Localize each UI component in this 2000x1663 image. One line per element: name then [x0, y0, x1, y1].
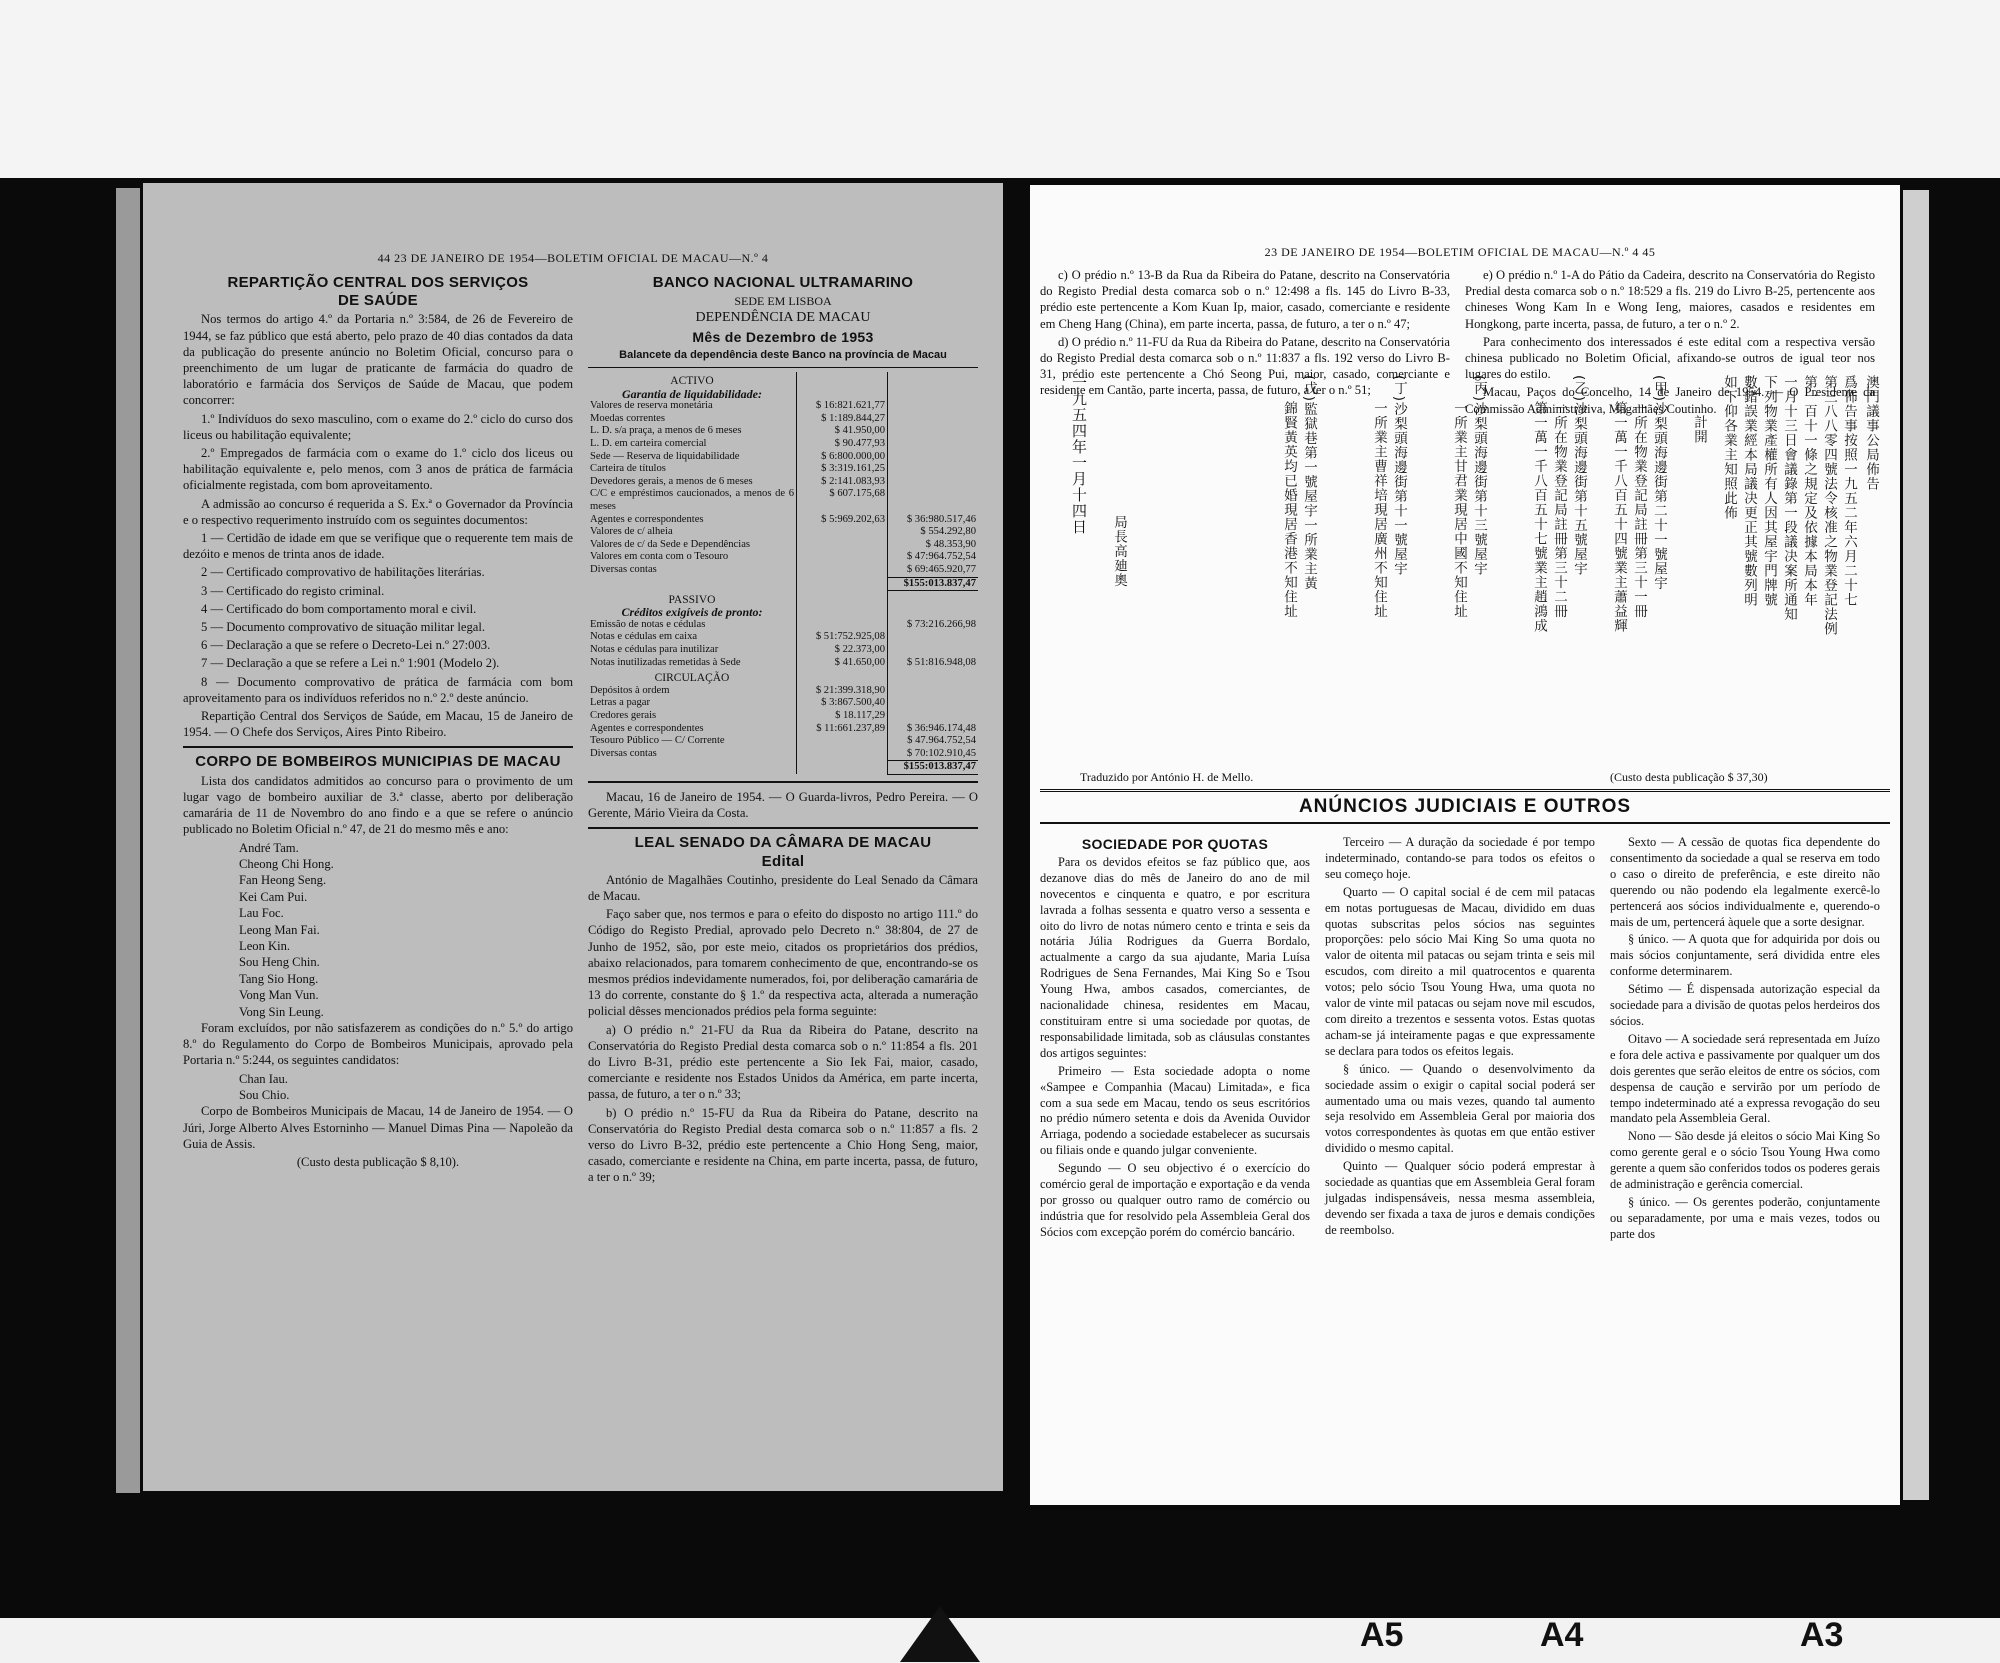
row-value — [797, 539, 888, 552]
row-value — [797, 735, 888, 748]
balance-table — [588, 372, 978, 775]
chinese-date: 一九五四年一月十四日 — [1070, 375, 1088, 535]
doc-item: 1 — Certidão de idade em que se verifique que o requerente tem mais de dezóito e menos de trinta anos de idade. — [183, 531, 573, 562]
row-subtotal — [888, 644, 979, 657]
chinese-column: 第一萬一千八百五十四號業主蕭益輝 — [1611, 401, 1627, 633]
chinese-column: (丁)沙梨頭海邊街第十一號屋宇 — [1391, 375, 1407, 577]
chinese-signature: 局長高廸奧 — [1111, 515, 1127, 588]
sociedade-title: SOCIEDADE POR QUOTAS — [1081, 836, 1269, 852]
row-subtotal — [888, 438, 979, 451]
table-row — [588, 438, 978, 451]
table-rule — [588, 367, 978, 368]
table-row — [588, 697, 978, 710]
soc-clause: § único. — A quota que for adquirida por dois ou mais sócios conjuntamente, será dividida entre eles conforme determinarem. — [1610, 932, 1880, 979]
page-stack-edge — [116, 188, 140, 1493]
table-row — [588, 400, 978, 413]
row-label: Notas inutilizadas remetidas à Sede — [590, 656, 741, 668]
row-subtotal: $ 51:816.948,08 — [888, 657, 979, 670]
anuncios-banner: ANÚNCIOS JUDICIAIS E OUTROS — [1040, 789, 1890, 824]
row-value: $ 3:867.500,40 — [797, 697, 888, 710]
doc-item: 5 — Documento comprovativo de situação militar legal. — [201, 620, 485, 635]
list-item: Vong Sin Leung. — [239, 1004, 324, 1019]
row-label: Agentes e correspondentes — [590, 722, 704, 734]
chinese-column: (丙)沙梨頭海邊街第十三號屋宇 — [1471, 375, 1487, 577]
soc-clause: § único. — Os gerentes poderão, conjuntamente ou separadamente, por uma e mais vezes, todos ou parte dos — [1610, 1194, 1880, 1241]
chinese-column: 一所業主甘君業現居中國不知住址 — [1451, 401, 1467, 619]
page-stack-edge-right — [1903, 190, 1929, 1500]
table-row — [588, 644, 978, 657]
soc-paragraph: Para os devidos efeitos se faz público que, aos dezanove dias do mês de Janeiro do ano de mil novecentos e cinquenta e quatro, e por escritura lavrada a folhas sessenta e quatro verso a sessenta e oito do livro de notas número cento e trinta e seis da notária Júlia Rodrigues da Guerra Bordalo, actualmente a cargo da sua ajudante, Maria Luísa Rodrigues de Sena Fernandes, Mai King So e Tsou Young Hwa, ambos casados, comerciantes, de nacionalidade chinesa, residentes em Macau, constituiram entre si uma sociedade por quotas, de responsabilidade limitada, sob as cláusulas constantes dos artigos seguintes: — [1040, 854, 1310, 1060]
row-value: $ 3:319.161,25 — [797, 463, 888, 476]
table-row — [588, 723, 978, 736]
edital-signature: Macau, Paços do Concelho, 14 de Janeiro de 1954. — O Presidente da Commissão Administrativa, Magalhães Coutinho. — [1465, 385, 1875, 416]
row-value: $ 5:969.202,63 — [797, 514, 888, 527]
edital-item: c) O prédio n.º 13-B da Rua da Ribeira do Patane, descrito na Conservatória do Registo Predial desta comarca sob o n.º 12:498 a fls. 145 do Livro B-33, prédio este pertencente a Kom Kuan Ip, maior, casado, comerciante e residente em Cheng Hang (China), em parte incerta, passa, de futuro, a ter o n.º 47; — [1040, 268, 1450, 331]
left-running-header: 44 23 DE JANEIRO DE 1954—BOLETIM OFICIAL DE MACAU—N.º 4 — [377, 251, 769, 265]
publication-cost: (Custo desta publicação $ 8,10). — [296, 1155, 460, 1169]
row-label: L. D. s/a praça, a menos de 6 meses — [590, 425, 742, 437]
table-row — [588, 526, 978, 539]
passivo-total: $155:013.837,47 — [888, 761, 979, 775]
row-value: $ 6:800.000,00 — [797, 451, 888, 464]
table-row — [588, 488, 978, 513]
soc-clause: Nono — São desde já eleitos o sócio Mai King So como gerente geral e o sócio Tsou Young Hwa como gerente a quem são conferidos todos os poderes gerais de administração e gerência comercial. — [1610, 1129, 1880, 1192]
soc-column-2 — [1325, 835, 1595, 1241]
list-item: André Tam. — [239, 840, 299, 855]
row-label: Credores gerais — [590, 709, 657, 721]
soc-clause: Quinto — Qualquer sócio poderá emprestar à sociedade as quantias que em Assembleia Geral foram julgadas indispensáveis, nessa mesma assembleia, devendo ser fixada a taxa de juros e demais condições de reembolso. — [1325, 1159, 1595, 1237]
soc-clause: Primeiro — Esta sociedade adopta o nome «Sampee e Companhia (Macau) Limitada», e fica com a sua sede em Macau, tendo os seus escritórios no prédio número setenta e dois da Avenida Ouvidor Arriaga, podendo a sociedade estabelecer as sucursais ou filiais onde e quando julgar conveniente. — [1040, 1063, 1310, 1158]
row-subtotal: $ 36:980.517,46 — [888, 514, 979, 527]
list-item: Chan Iau. — [239, 1071, 288, 1086]
row-label: Diversas contas — [590, 747, 657, 759]
list-item: Kei Cam Pui. — [239, 889, 308, 904]
row-value: $ 16:821.621,77 — [797, 400, 888, 413]
doc-item: 6 — Declaração a que se refere o Decreto-Lei n.º 27:003. — [201, 638, 491, 653]
row-subtotal: $ 47.964.752,54 — [888, 735, 979, 748]
row-label: C/C e empréstimos caucionados, a menos de 6 meses — [590, 488, 794, 512]
row-value: $ 21:399.318,90 — [797, 685, 888, 698]
chinese-column: 下列物業產權所有人因其屋宇門牌號 — [1761, 375, 1777, 607]
row-label: L. D. em carteira comercial — [590, 437, 707, 449]
list-item: Leon Kin. — [239, 938, 291, 953]
row-subtotal — [888, 413, 979, 426]
film-arrow-mark — [900, 1606, 980, 1662]
chinese-column: 一所在物業登記局註冊第三十二冊 — [1551, 401, 1567, 619]
frame-label-a5: A5 — [1360, 1616, 1404, 1654]
row-subtotal — [888, 488, 979, 513]
row-subtotal — [888, 451, 979, 464]
list-item: Fan Heong Seng. — [239, 873, 327, 888]
left-column-1 — [183, 273, 573, 1170]
row-value: $ 607.175,68 — [797, 488, 888, 513]
row-label: Valores de reserva monetária — [590, 400, 713, 412]
table-row — [588, 514, 978, 527]
film-top-margin — [0, 0, 2000, 178]
soc-clause: Quarto — O capital social é de cem mil patacas em notas portuguesas de Macau, dividido em duas quotas subscritas pelos sócios nas seguintes proporções: pelo sócio Mai King So uma quota no valor de oitenta mil patacas ou sejam trinta e seis mil escudos, com direito a mil quatrocentos e quarenta votos; pelo sócio Tsou Young Hwa, uma quota no valor de vinte mil patacas ou sejam nove mil escudos, com direito a trezentos e sessenta votos. Estas quotas acham-se já inteiramente pagas e que expressamente se declara para todos os efeitos legais. — [1325, 884, 1595, 1058]
row-value — [797, 619, 888, 632]
chinese-column: 一所業主曹祥培現居廣州不知住址 — [1371, 401, 1387, 619]
film-bottom-margin — [0, 1618, 2000, 1663]
row-subtotal — [888, 463, 979, 476]
edital-paragraph: António de Magalhães Coutinho, presidente do Leal Senado da Câmara de Macau. — [588, 872, 978, 903]
edital-paragraph: Para conhecimento dos interessados é este edital com a respectiva versão chinesa publicado no Boletim Oficial, afixando-se outros de igual teor nos lugares do estilo. — [1465, 334, 1875, 382]
doc-item: 8 — Documento comprovativo de prática de farmácia com bom aproveitamento para os indivíduos referidos no n.º 2.º deste anúncio. — [183, 674, 573, 705]
activo-label: ACTIVO — [670, 375, 714, 388]
table-row — [588, 564, 978, 577]
doc-item: 4 — Certificado do bom comportamento moral e civil. — [201, 601, 477, 616]
row-subtotal — [888, 685, 979, 698]
chinese-column: 第一萬一千八百五十七號業主趙鴻成 — [1531, 401, 1547, 633]
row-subtotal — [888, 425, 979, 438]
row-value: $ 1:189.844,27 — [797, 413, 888, 426]
soc-clause: Oitavo — A sociedade será representada em Juízo e fora dele activa e passivamente por qualquer um dos dois gerentes que serão eleitos de entre os sócios, com despensa de caução e servirão por um período de tempo indeterminado até a expressa revogação do seu mandato pela Assembleia Geral. — [1610, 1031, 1880, 1126]
soc-column-3 — [1610, 835, 1880, 1245]
passivo-label: PASSIVO — [668, 593, 716, 606]
saude-paragraph: A admissão ao concurso é requerida a S. Ex.ª o Governador da Província e o respectivo requerimento instruído com os seguintes documentos: — [183, 496, 573, 527]
list-item: Sou Heng Chin. — [239, 955, 320, 970]
row-value: $ 2:141.083,93 — [797, 476, 888, 489]
row-value — [797, 564, 888, 577]
table-row — [588, 413, 978, 426]
row-label: Notas e cédulas em caixa — [590, 631, 698, 643]
chinese-column: 一月十三日會議錄第一段議决案所通知 — [1781, 375, 1797, 622]
list-item: Cheong Chi Hong. — [239, 856, 334, 871]
table-row — [588, 451, 978, 464]
chinese-column: 爲佈告事按照一九五二年六月二十七 — [1841, 375, 1857, 607]
row-subtotal: $ 70:102.910,45 — [888, 748, 979, 761]
leal-senado-title: LEAL SENADO DA CÂMARA DE MACAU — [634, 834, 932, 852]
row-label: Notas e cédulas para inutilizar — [590, 643, 719, 655]
row-label: Valores de c/ da Sede e Dependências — [590, 538, 751, 550]
list-item: Tang Sio Hong. — [239, 971, 319, 986]
chinese-column: (甲)沙梨頭海邊街第二十一號屋宇 — [1651, 375, 1667, 591]
chinese-column: 一所在物業登記局註冊第三十一冊 — [1631, 401, 1647, 619]
row-value: $ 11:661.237,89 — [797, 723, 888, 736]
row-label: Carteira de títulos — [590, 463, 666, 475]
row-value: $ 41.650,00 — [797, 657, 888, 670]
row-value: $ 41.950,00 — [797, 425, 888, 438]
row-label: Letras a pagar — [590, 697, 650, 709]
doc-item: 7 — Declaração a que se refere a Lei n.º 1:901 (Modelo 2). — [201, 656, 500, 671]
row-subtotal: $ 47:964.752,54 — [888, 551, 979, 564]
right-running-header: 23 DE JANEIRO DE 1954—BOLETIM OFICIAL DE MACAU—N.º 4 45 — [1264, 245, 1656, 259]
table-row — [588, 631, 978, 644]
chinese-column: 第一百十一條之規定及依據本局本年 — [1801, 375, 1817, 607]
bombeiros-paragraph: Lista dos candidatos admitidos ao concurso para o provimento de um lugar vago de bombeiro auxiliar de 3.ª classe, aberto por deliberação camarária de 11 de Novembro do ano findo e a que se refere o anúncio publicado no Boletim Oficial n.º 47, de 21 do mesmo mês e ano: — [183, 773, 573, 837]
soc-column-1 — [1040, 835, 1310, 1243]
list-item: Sou Chio. — [239, 1087, 290, 1102]
row-label: Devedores gerais, a menos de 6 meses — [590, 475, 753, 487]
edital-item: d) O prédio n.º 11-FU da Rua da Ribeira do Patane, descrito na Conservatória do Registo Predial desta comarca sob o n.º 11:837 a fls. 192 verso do Livro B-31, prédio este pertencente a Chó Seong Pui, maior, casado, comerciante e residente em Cantão, parte incerta, passa, de futuro, a ter o n.º 51; — [1040, 334, 1450, 398]
chinese-column: (戊)監獄巷第一號屋宇一所業主黃 — [1301, 375, 1317, 591]
translator-credit: Traduzido por António H. de Mello. — [1080, 770, 1254, 784]
table-row — [588, 710, 978, 723]
list-item: Vong Man Vun. — [239, 988, 319, 1003]
row-subtotal — [888, 697, 979, 710]
bank-month: Mês de Dezembro de 1953 — [692, 328, 874, 345]
row-value: $ 51:752.925,08 — [797, 631, 888, 644]
doc-item: 2 — Certificado comprovativo de habilitações literárias. — [201, 565, 485, 580]
bombeiros-paragraph: Foram excluídos, por não satisfazerem as condições do n.º 5.º do artigo 8.º do Regulamento do Corpo de Bombeiros Municipais, aprovado pela Portaria n.º 5:244, os seguintes candidatos: — [183, 1020, 573, 1068]
table-row — [588, 476, 978, 489]
row-value: $ 18.117,29 — [797, 710, 888, 723]
garantia-label: Garantia de liquidabilidade: — [621, 386, 762, 401]
chinese-column: 錦賢黃英均已婚現居香港不知住址 — [1281, 401, 1297, 619]
passivo-total-row — [588, 761, 978, 775]
chinese-edict — [1030, 375, 1892, 793]
list-item: Leong Man Fai. — [239, 922, 320, 937]
creditos-label: Créditos exigíveis de pronto: — [621, 605, 763, 620]
soc-clause: § único. — Quando o desenvolvimento da sociedade assim o exigir o capital social poderá ser aumentado uma ou mais vezes, quando tal aumento seja resolvido em Assembleia Geral por maioria dos votos correspondentes às quotas em que então estiver dividido o mesmo capital. — [1325, 1061, 1595, 1156]
row-label: Depósitos à ordem — [590, 684, 670, 696]
row-value — [797, 551, 888, 564]
row-subtotal: $ 48.353,90 — [888, 539, 979, 552]
table-row — [588, 619, 978, 632]
table-row — [588, 539, 978, 552]
bank-balancete: Balancete da dependência deste Banco na província de Macau — [619, 348, 947, 361]
chinese-column: 第三八八零四號法令核准之物業登記法例 — [1821, 375, 1837, 636]
row-label: Emissão de notas e cédulas — [590, 618, 706, 630]
soc-clause: Sexto — A cessão de quotas fica dependente do consentimento da sociedade a qual se reserva em todo o caso o direito de preferência, e este direito não querendo ou não podendo ela legalmente exercê-lo pertencerá aos sócios individualmente e, querendo-o mais de um, pertencerá àquele que a sorte designar. — [1610, 835, 1880, 929]
saude-paragraph: 2.º Empregados de farmácia com o exame do 1.º ciclo dos liceus ou habilitação equivalente e, pelo menos, com 3 anos de prática de farmácia oficialmente registada, com bom aproveitamento. — [183, 446, 573, 493]
bank-title: BANCO NACIONAL ULTRAMARINO — [652, 274, 914, 291]
row-value — [797, 526, 888, 539]
table-row — [588, 463, 978, 476]
frame-label-a3: A3 — [1800, 1616, 1844, 1654]
row-subtotal — [888, 400, 979, 413]
row-label: Moedas correntes — [590, 412, 666, 424]
saude-paragraph: 1.º Indivíduos do sexo masculino, com o exame do 2.º ciclo do curso dos liceus ou habilitação equivalente; — [183, 411, 573, 442]
section-divider — [183, 746, 573, 748]
section-divider — [588, 827, 978, 829]
table-row — [588, 685, 978, 698]
bank-dependencia: DEPENDÊNCIA DE MACAU — [695, 310, 871, 326]
saude-closing: Repartição Central dos Serviços de Saúde, em Macau, 15 de Janeiro de 1954. — O Chefe dos Serviços, Aires Pinto Ribeiro. — [183, 709, 573, 740]
table-row — [588, 657, 978, 670]
publication-cost: (Custo desta publicação $ 37,30) — [1610, 770, 1768, 784]
row-subtotal: $ 69:465.920,77 — [888, 564, 979, 577]
activo-total: $155:013.837,47 — [888, 577, 979, 591]
edital-item: b) O prédio n.º 15-FU da Rua da Ribeira do Patane, descrito na Conservatória do Registo Predial desta comarca sob o n.º 11:857 a fls. 2 verso do Livro B-32, prédio este pertencente a Chio Hong Seng, maior, casado, comerciante e residente na China, em parte incerta, passa, de futuro, a ter o n.º 39; — [588, 1105, 978, 1185]
row-label: Valores de c/ alheia — [590, 526, 673, 538]
table-row — [588, 551, 978, 564]
row-label: Valores em conta com o Tesouro — [590, 551, 729, 563]
row-value — [797, 748, 888, 761]
frame-label-a4: A4 — [1540, 1616, 1584, 1654]
table-row — [588, 735, 978, 748]
list-item: Lau Foc. — [239, 906, 284, 921]
chinese-column: 數錯誤業經本局議决更正其號數列明 — [1741, 375, 1757, 607]
row-value: $ 90.477,93 — [797, 438, 888, 451]
row-subtotal — [888, 710, 979, 723]
bombeiros-closing: Corpo de Bombeiros Municipais de Macau, 14 de Janeiro de 1954. — O Júri, Jorge Alberto Alves Estorninho — Manuel Dimas Pina — Napoleão da Guia de Assis. — [183, 1104, 573, 1151]
edital-paragraph: Faço saber que, nos termos e para o efeito do disposto no artigo 111.º do Código do Registo Predial, aprovado pelo Decreto n.º 38:804, de 27 de Junho de 1952, são, por este meio, citados os proprietários dos prédios, abaixo relacionados, para tomarem conhecimento de que, encontrando-se os mesmos prédios indevidamente numerados, foi, por deliberação camarária de 13 do corrente, constante do § 1.º da respectiva acta, alterada a numeração policial dêsses mencionados prédios pela forma seguinte: — [588, 907, 978, 1019]
table-row — [588, 425, 978, 438]
row-subtotal: $ 554.292,80 — [888, 526, 979, 539]
table-end-rule — [588, 781, 978, 783]
activo-total-row — [588, 577, 978, 591]
row-label: Agentes e correspondentes — [590, 513, 704, 525]
soc-clause: Terceiro — A duração da sociedade é por tempo indeterminado, contando-se para todos os efeitos o seu começo hoje. — [1325, 835, 1595, 881]
saude-title-1: REPARTIÇÃO CENTRAL DOS SERVIÇOS — [227, 274, 529, 291]
row-subtotal — [888, 631, 979, 644]
edital-title: Edital — [761, 852, 805, 870]
row-subtotal: $ 73:216.266,98 — [888, 619, 979, 632]
doc-item: 3 — Certificado do registo criminal. — [201, 583, 385, 598]
table-row — [588, 748, 978, 761]
candidate-list — [183, 840, 573, 1020]
row-value: $ 22.373,00 — [797, 644, 888, 657]
row-label: Sede — Reserva de liquidabilidade — [590, 450, 740, 462]
saude-paragraph: Nos termos do artigo 4.º da Portaria n.º 3:584, de 26 de Fevereiro de 1944, se faz público que está aberto, pelo prazo de 40 dias contados da data da publicação do presente anúncio no Boletim Oficial, concurso para o preenchimento de um lugar de praticante de farmácia do quadro de laboratório e farmácia dos Serviços de Saúde de Macau, que podem concorrer: — [183, 312, 573, 408]
row-subtotal — [888, 476, 979, 489]
bombeiros-title: CORPO DE BOMBEIROS MUNICIPIAS DE MACAU — [195, 753, 561, 771]
chinese-column: 澳門議事公局佈告 — [1863, 375, 1879, 491]
soc-clause: Segundo — O seu objectivo é o exercício do comércio geral de importação e exportação e da venda por grosso ou qualquer outro ramo de comércio ou indústria que for resolvido pela Assembleia Geral dos Sócios com excepção porém do comércio bancário. — [1040, 1161, 1310, 1239]
left-page — [143, 183, 1003, 1491]
circulacao-label: CIRCULAÇÃO — [654, 672, 730, 685]
edital-item: a) O prédio n.º 21-FU da Rua da Ribeira do Patane, descrito na Conservatória do Registo Predial desta comarca sob o n.º 11:854 a fls. 201 do Livro B-31, prédio este pertencente a Sio Iek Fai, maior, casado, comerciante e residente nos Estados Unidos da América, em parte incerta, passa, de futuro, a ter o n.º 33; — [588, 1022, 978, 1102]
chinese-column: (乙)沙梨頭海邊街第十五號屋宇 — [1571, 375, 1587, 577]
saude-title-2: DE SAÚDE — [338, 292, 418, 310]
row-subtotal: $ 36:946.174,48 — [888, 723, 979, 736]
soc-clause: Sétimo — É dispensada autorização especial da sociedade para a divisão de quotas pelos herdeiros dos sócios. — [1610, 982, 1880, 1028]
right-page — [1030, 185, 1900, 1505]
row-label: Diversas contas — [590, 563, 657, 575]
bank-sede: SEDE EM LISBOA — [734, 294, 832, 309]
chinese-column: 計開 — [1691, 415, 1707, 444]
excluded-list — [183, 1071, 573, 1104]
row-label: Tesouro Público — C/ Corrente — [590, 735, 725, 747]
left-column-2 — [588, 273, 978, 1188]
bank-signatures: Macau, 16 de Janeiro de 1954. — O Guarda-livros, Pedro Pereira. — O Gerente, Mário Vieira da Costa. — [588, 789, 978, 821]
edital-item: e) O prédio n.º 1-A do Pátio da Cadeira, descrito na Conservatória do Registo Predial desta comarca sob o n.º 18:529 a fls. 219 do Livro B-25, pertencente aos chineses Wong Kam In e Wong Ieng, maiores, casados e residentes em Hongkong, parte incerta, passa, de futuro, a ter o n.º 2. — [1465, 268, 1875, 331]
chinese-column: 如下仰各業主知照此佈 — [1721, 375, 1737, 520]
